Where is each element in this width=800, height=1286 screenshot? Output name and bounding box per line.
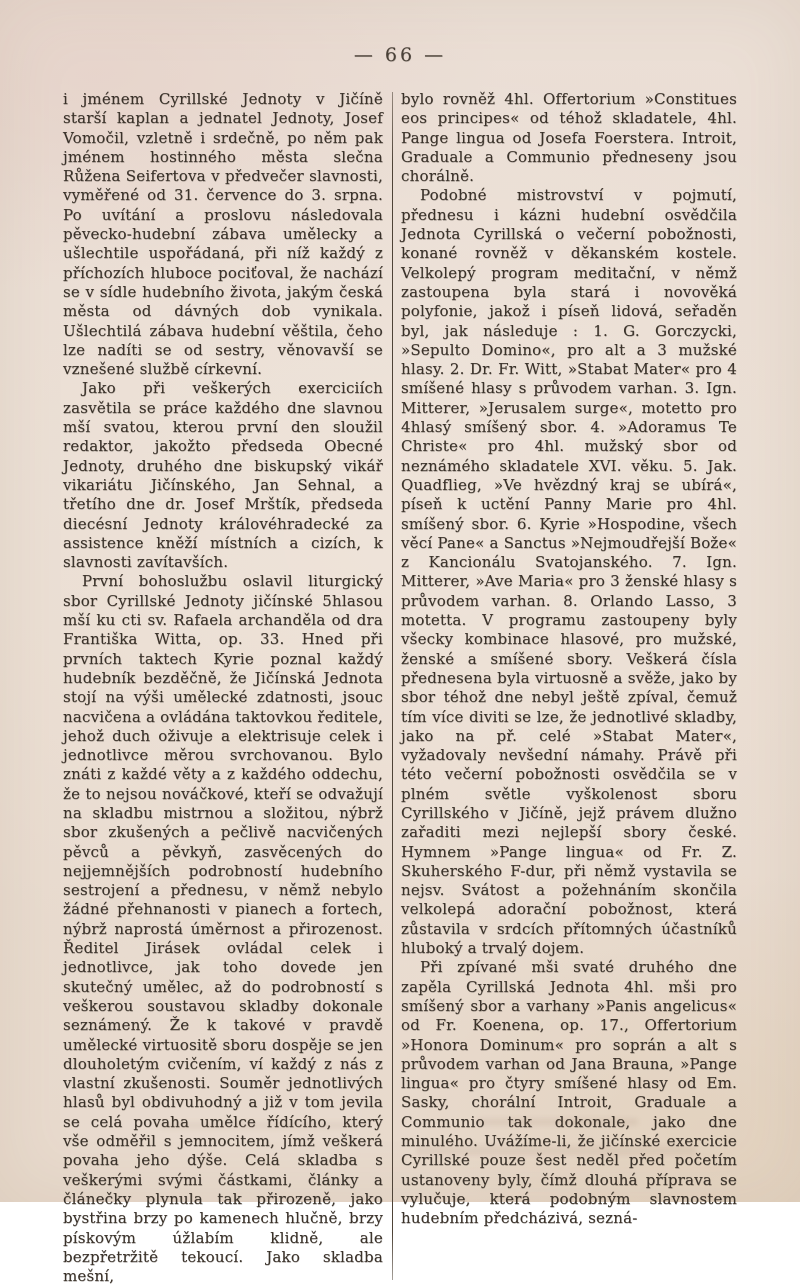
paragraph: bylo rovněž 4hl. Offertorium »Constitues eos principes« od téhož skladatele, 4hl. Pange lingua od Josefa Foerstera. Introit, Graduale a Communio předneseny jsou chorálně.: [401, 90, 737, 186]
ink-showthrough: [478, 1118, 638, 1126]
left-column: [63, 90, 383, 1286]
paragraph: Při zpívané mši svaté druhého dne zapěla Cyrillská Jednota 4hl. mši pro smíšený sbor a varhany »Panis angelicus« od Fr. Koenena, op. 17., Offertorium »Honora Dominum« pro soprán a alt s průvodem varhan od Jana Brauna, »Pange lingua« pro čtyry smíšené hlasy od Em. Sasky, chorální Introit, Graduale a Communio tak dokonale, jako dne minulého. Uvážíme-li, že jičínské exercicie Cyrillské pouze šest neděl před početím ustanoveny byly, čímž dlouhá příprava se vylučuje, která podobným slavnostem hudebním předcházivá, sezná-: [401, 958, 737, 1228]
paragraph: Podobné mistrovství v pojmutí, přednesu i kázni hudební osvědčila Jednota Cyrillská o večerní pobožnosti, konané rovněž v děkanském kostele. Velkolepý program meditační, v němž zastoupena byla stará i novověká polyfonie, jakož i píseň lidová, seřaděn byl, jak následuje : 1. G. Gorczycki, »Sepulto Domino«, pro alt a 3 mužské hlasy. 2. Dr. Fr. Witt, »Stabat Mater« pro 4 smíšené hlasy s průvodem varhan. 3. Ign. Mitterer, »Jerusalem surge«, motetto pro 4hlasý smíšený sbor. 4. »Adoramus Te Christe« pro 4hl. mužský sbor od neznámého skladatele XVI. věku. 5. Jak. Quadflieg, »Ve hvězdný kraj se ubírá«, píseň k uctění Panny Marie pro 4hl. smíšený sbor. 6. Kyrie »Hospodine, všech věcí Pane« a Sanctus »Nejmoudřejší Bože« z Kancionálu Svatojanského. 7. Ign. Mitterer, »Ave Maria« pro 3 ženské hlasy s průvodem varhan. 8. Orlando Lasso, 3 motetta. V programu zastoupeny byly všecky kombinace hlasové, pro mužské, ženské a smíšené sbory. Veškerá čísla přednesena byla virtuosně a svěže, jako by sbor téhož dne nebyl ještě zpíval, čemuž tím více diviti se lze, že jednotlivé skladby, jako na př. celé »Stabat Mater«, vyžadovaly nevšední námahy. Právě při této večerní pobožnosti osvědčila se v plném světle vyškolenost sboru Cyrillského v Jičíně, jejž právem dlužno zařaditi mezi nejlepší sbory české. Hymnem »Pange lingua« od Fr. Z. Skuherského F-dur, při němž vystavila se nejsv. Svátost a požehnáním skončila velkolepá adorační pobožnost, která zůstavila v srdcích přítomných účastníků hluboký a trvalý dojem.: [401, 186, 737, 958]
paragraph: i jménem Cyrillské Jednoty v Jičíně starší kaplan a jednatel Jednoty, Josef Vomočil, vzletně i srdečně, po něm pak jménem hostinného města slečna Růžena Seifertova v předvečer slavnosti, vyměřené od 31. července do 3. srpna. Po uvítání a proslovu následovala pěvecko-hudební zábava umělecky a ušlechtile uspořádaná, při níž každý z příchozích hluboce pociťoval, že nachází se v sídle hudebního života, jakým česká města od dávných dob vynikala. Ušlechtilá zábava hudební věštila, čeho lze nadíti se od sestry, věnovavší se vznešené službě církevní.: [63, 90, 383, 379]
text-columns: [63, 90, 737, 1286]
column-divider-rule: [392, 92, 393, 1280]
page-number: — 66 —: [353, 44, 447, 66]
right-column: [401, 90, 737, 1286]
paragraph: První bohoslužbu oslavil liturgický sbor Cyrillské Jednoty jičínské 5hlasou mší ku cti sv. Rafaela archanděla od dra Františka Witta, op. 33. Hned při prvních taktech Kyrie poznal každý hudebník bezděčně, že Jičínská Jednota stojí na výši umělecké zdatnosti, jsouc nacvičena a ovládána taktovkou ředitele, jehož duch oživuje a elektrisuje celek i jednotlivce měrou svrchovanou. Bylo znáti z každé věty a z každého oddechu, že to nejsou nováčkové, kteří se odvažují na skladbu mistrnou a složitou, nýbrž sbor zkušených a pečlivě nacvičených pěvců a pěvkyň, zasvěcených do nejjemnějších podrobností hudebního sestrojení a přednesu, v němž nebylo žádné přehnanosti v pianech a fortech, nýbrž naprostá úměrnost a přirozenost. Ředitel Jirásek ovládal celek i jednotlivce, jak toho dovede jen skutečný umělec, až do podrobností s veškerou soustavou skladby dokonale seznámený. Že k takové v pravdě umělecké virtuositě sboru dospěje se jen dlouholetým cvičením, ví každý z nás z vlastní zkušenosti. Souměr jednotlivých hlasů byl obdivuhodný a již v tom jevila se celá povaha umělce řídícího, který vše odměřil s jemnocitem, jímž veškerá povaha jeho dýše. Celá skladba s veškerými svými částkami, články a článečky plynula tak přirozeně, jako bystřina brzy po kamenech hlučně, brzy pískovým úžlabím klidně, ale bezpřetržitě tekoucí. Jako skladba mešní,: [63, 572, 383, 1286]
ink-showthrough: [158, 1122, 358, 1129]
ink-showthrough: [416, 1146, 696, 1155]
paragraph: Jako při veškerých exerciciích zasvětila se práce každého dne slavnou mší svatou, kterou první den sloužil redaktor, jakožto předseda Obecné Jednoty, druhého dne biskupský vikář vikariátu Jičínského, Jan Sehnal, a třetího dne dr. Josef Mrštík, předseda diecésní Jednoty královéhradecké za assistence kněží místních a cizích, k slavnosti zavítavších.: [63, 379, 383, 572]
